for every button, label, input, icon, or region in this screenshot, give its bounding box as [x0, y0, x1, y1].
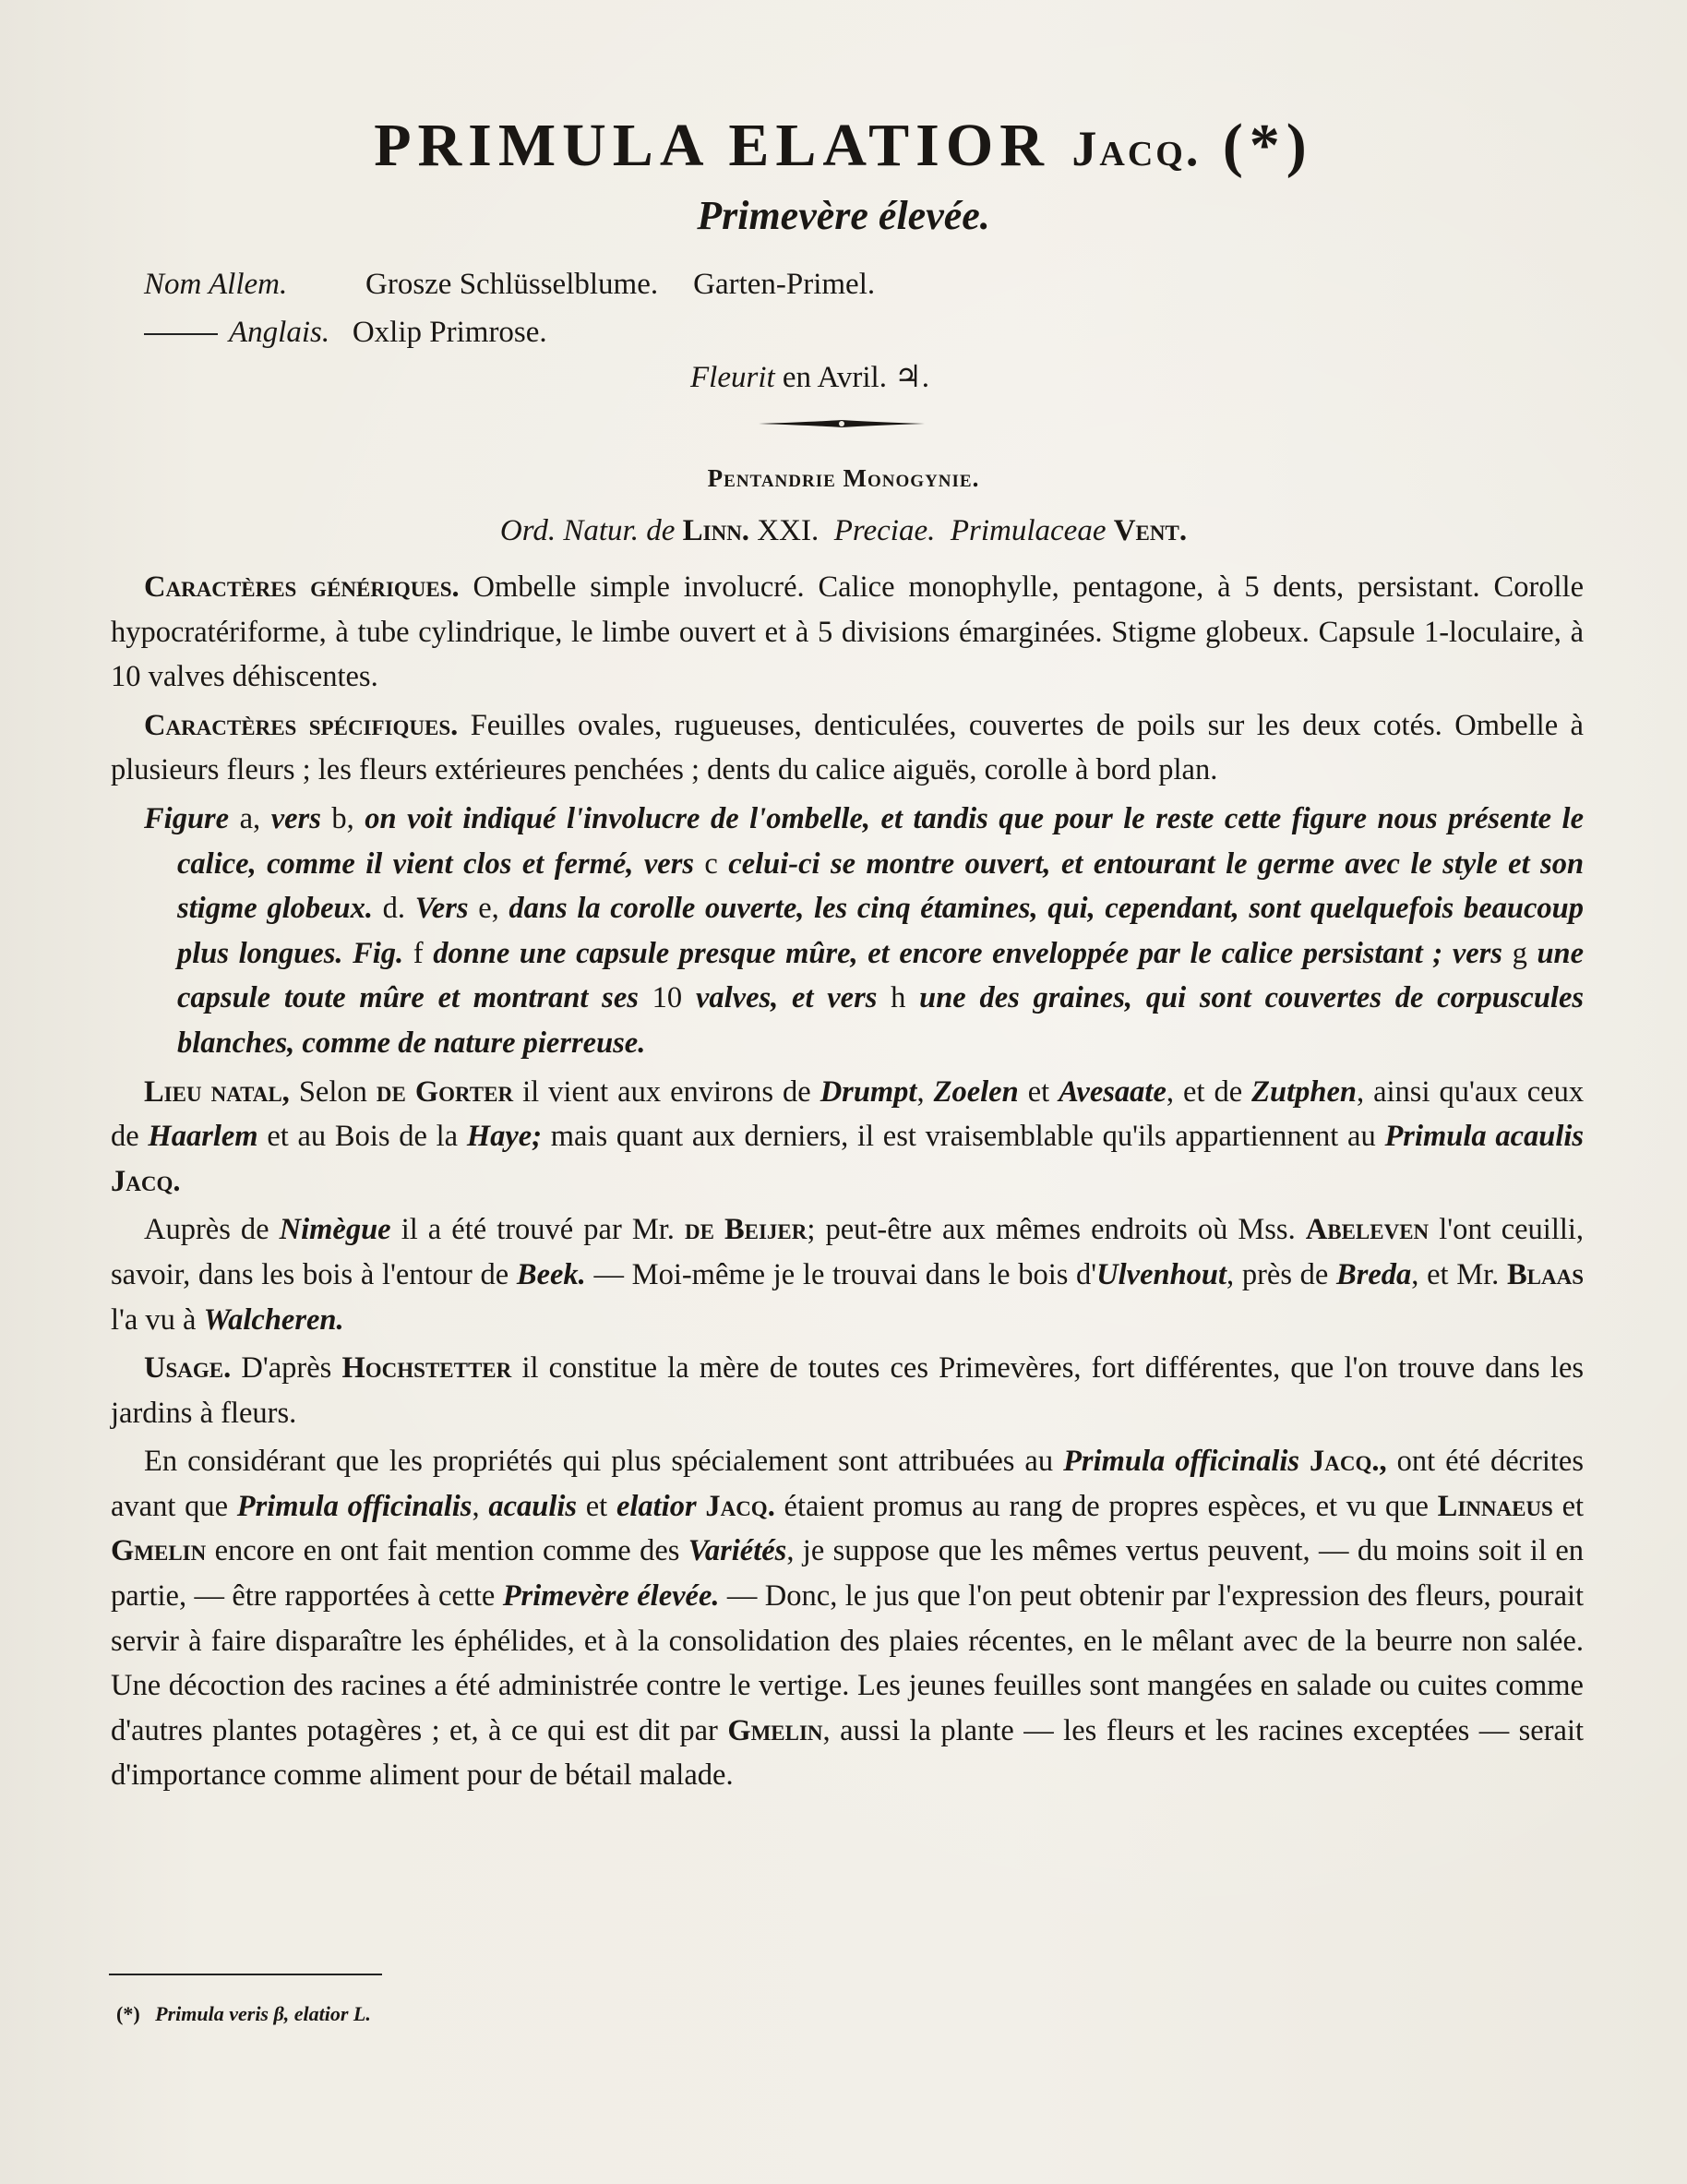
- english-label: Anglais.: [229, 316, 330, 349]
- english-name-row: [144, 308, 875, 356]
- natural-order: Ord. Natur. de Linn. XXI. Preciae. Primulaceae Vent.: [499, 514, 1188, 547]
- paragraph-considerant: En considérant que les propriétés qui plus spécialement sont attribuées au Primula officinalis Jacq., ont été décrites avant que Primula officinalis, acaulis et elatior Jacq. étaient promus au rang de propres espèces, et vu que Linnaeus et Gmelin encore en ont fait mention comme des Variétés, je suppose que les mêmes vertus peuvent, — du moins soit il en partie, — être rapportées à cette Primevère élevée. — Donc, le jus que l'on peut obtenir par l'expression des fleurs, pourait servir à faire disparaître les éphélides, et à la consolidation des plaies récentes, en le mêlant avec de la beurre non salée. Une décoction des racines a été administrée contre le vertige. Les jeunes feuilles sont mangées en salade ou cuites comme d'autres plantes potagères ; et, à ce qui est dit par Gmelin, aussi la plante — les fleurs et les racines exceptées — serait d'importance comme aliment pour de bétail malade.: [111, 1445, 1585, 1793]
- english-name: Oxlip Primrose.: [352, 316, 547, 349]
- subtitle: Primevère élevée.: [697, 193, 990, 238]
- german-name-2: Garten-Primel.: [693, 268, 876, 301]
- flowering-time: [690, 354, 929, 401]
- paragraph-lieu-natal: Lieu natal, Selon de Gorter il vient aux environs de Drumpt, Zoelen et Avesaate, et de Zutphen, ainsi qu'aux ceux de Haarlem et au Bois de la Haye; mais quant aux derniers, il est vraisemblable qu'ils appartiennent au Primula acaulis Jacq.: [111, 1074, 1585, 1198]
- paragraph-usage: Usage. D'après Hochstetter il constitue la mère de toutes ces Primevères, fort différentes, que l'on trouve dans les jardins à fleurs.: [111, 1351, 1585, 1430]
- german-label: Nom Allem.: [144, 268, 288, 301]
- title-main: PRIMULA ELATIOR: [374, 112, 1050, 179]
- flowering-text: en Avril. ♃.: [782, 361, 930, 394]
- paragraph-aupres: Auprès de Nimègue il a été trouvé par Mr. de Beijer; peut-être aux mêmes endroits où Mss. Abeleven l'ont ceuilli, savoir, dans les bois à l'entour de Beek. — Moi-même je le trouvai dans le bois d'Ulvenhout, près de Breda, et Mr. Blaas l'a vu à Walcheren.: [111, 1213, 1585, 1337]
- footnote: [116, 1999, 371, 2029]
- title-footnote-mark: (*): [1222, 112, 1313, 179]
- flowering-label: Fleurit: [690, 361, 775, 394]
- ditto-dash: [144, 333, 218, 335]
- title-author: Jacq.: [1071, 121, 1202, 176]
- main-text: [111, 565, 1584, 1802]
- german-name-row: [144, 260, 875, 308]
- page-title: [0, 109, 1687, 186]
- paragraph-specific: Caractères spécifiques. Feuilles ovales, rugueuses, denticulées, couvertes de poils sur les deux cotés. Ombelle à plusieurs fleurs ; les fleurs extérieures penchées ; dents du calice aiguës, corolle à bord plan.: [111, 708, 1584, 787]
- classification: Pentandrie Monogynie.: [707, 464, 980, 492]
- paragraph-figure: Figure a, vers b, on voit indiqué l'involucre de l'ombelle, et tandis que pour le reste cette figure nous présente le calice, comme il vient clos et fermé, vers c celui-ci se montre ouvert, et entourant le germe avec le style et son stigme globeux. d. Vers e, dans la corolle ouverte, les cinq étamines, qui, cependant, sont quelquefois beaucoup plus longues. Fig. f donne une capsule presque mûre, et encore enveloppée par le calice persistant ; vers g une capsule toute mûre et montrant ses 10 valves, et vers h une des graines, qui sont couvertes de corpuscules blanches, comme de nature pierreuse.: [144, 801, 1585, 1060]
- paragraph-generic: Caractères génériques. Ombelle simple involucré. Calice monophylle, pentagone, à 5 dents, persistant. Corolle hypocratériforme, à tube cylindrique, le limbe ouvert et à 5 divisions émarginées. Stigme globeux. Capsule 1-loculaire, à 10 valves déhiscentes.: [111, 570, 1585, 694]
- footnote-text: Primula veris β, elatior L.: [155, 2002, 371, 2025]
- german-name-1: Grosze Schlüsselblume.: [365, 268, 659, 301]
- footnote-mark: (*): [116, 2002, 140, 2025]
- ornament-divider: [759, 417, 925, 430]
- footnote-rule: [109, 1974, 382, 1975]
- vernacular-names: [144, 260, 875, 356]
